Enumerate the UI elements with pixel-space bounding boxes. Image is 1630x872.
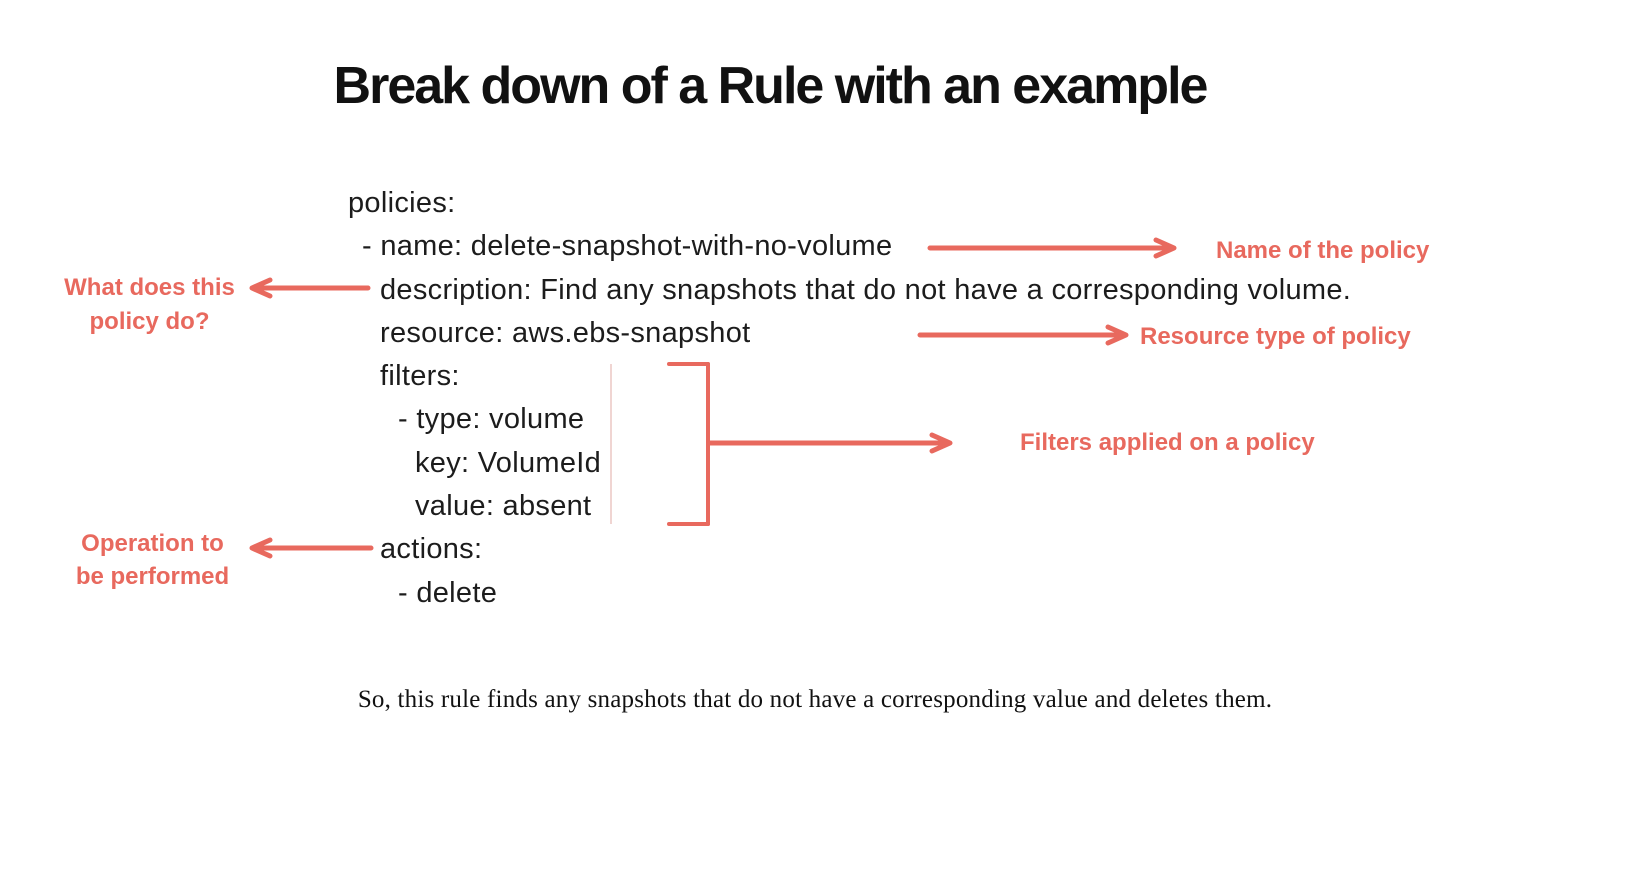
what-does-policy-do-line1: What does this bbox=[64, 274, 235, 301]
page-title: Break down of a Rule with an example bbox=[333, 57, 1207, 115]
filters-bracket-top bbox=[667, 362, 710, 366]
actions-arrow-left-icon bbox=[248, 536, 373, 560]
summary-sentence: So, this rule finds any snapshots that do not have a corresponding value and deletes them. bbox=[357, 686, 1273, 713]
filters-guide-line bbox=[610, 364, 612, 524]
code-line-type: - type: volume bbox=[398, 403, 585, 436]
filters-applied-label: Filters applied on a policy bbox=[1020, 429, 1315, 456]
code-line-delete: - delete bbox=[398, 576, 498, 609]
code-line-description: description: Find any snapshots that do not have a corresponding volume. bbox=[380, 273, 1352, 306]
code-line-resource: resource: aws.ebs-snapshot bbox=[380, 316, 751, 349]
what-does-policy-do-line2: policy do? bbox=[89, 308, 210, 335]
code-line-actions: actions: bbox=[380, 533, 483, 566]
code-line-value: value: absent bbox=[415, 490, 592, 523]
resource-arrow-right-icon bbox=[918, 323, 1134, 347]
code-line-key: key: VolumeId bbox=[415, 446, 602, 479]
operation-label-line2: be performed bbox=[75, 563, 230, 590]
filters-bracket-bottom bbox=[667, 522, 710, 526]
code-line-name: - name: delete-snapshot-with-no-volume bbox=[362, 230, 893, 263]
code-line-filters: filters: bbox=[380, 360, 460, 393]
yaml-code-block bbox=[348, 182, 1351, 615]
code-line-policies: policies: bbox=[348, 187, 456, 219]
operation-label-line1: Operation to bbox=[81, 530, 224, 557]
description-arrow-left-icon bbox=[248, 276, 370, 300]
filters-arrow-right-icon bbox=[708, 431, 958, 455]
name-arrow-right-icon bbox=[928, 236, 1182, 260]
what-does-policy-do-label bbox=[42, 271, 257, 339]
operation-label bbox=[45, 527, 260, 593]
name-of-policy-label: Name of the policy bbox=[1216, 237, 1430, 264]
resource-type-label: Resource type of policy bbox=[1140, 323, 1411, 350]
